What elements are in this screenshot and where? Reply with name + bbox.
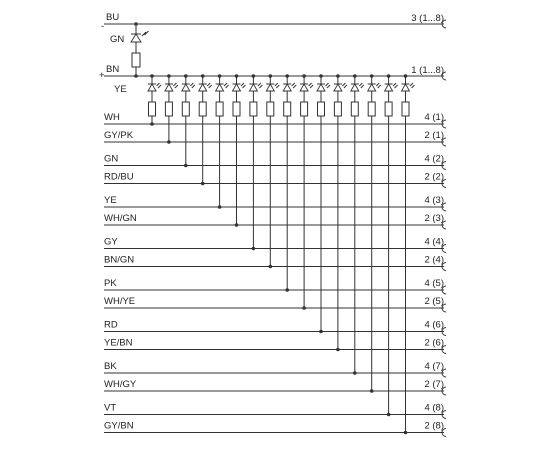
ye-led-icon bbox=[182, 84, 190, 91]
gn-led-label: GN bbox=[110, 34, 125, 45]
channel-resistor bbox=[385, 102, 392, 116]
ye-led-icon bbox=[351, 84, 359, 91]
ye-led-icon bbox=[266, 84, 274, 91]
output-wire-label-b: GY/BN bbox=[104, 420, 134, 432]
output-pin-label-a: 4 (3) bbox=[424, 195, 444, 206]
output-pin-label-b: 2 (5) bbox=[424, 296, 444, 307]
output-wire-label-a: PK bbox=[104, 278, 117, 289]
bu-line-group bbox=[101, 12, 446, 32]
output-wire-label-a: YE bbox=[104, 195, 117, 206]
led-row-label: YE bbox=[114, 84, 127, 95]
ye-led-icon bbox=[148, 84, 156, 91]
output-wire-label-b: YE/BN bbox=[104, 337, 133, 349]
bn-pin-label: 1 (1...8) bbox=[411, 65, 444, 76]
output-wire-label-b: RD/BU bbox=[104, 171, 134, 183]
channel-resistor bbox=[250, 102, 257, 116]
led-emission-icon bbox=[224, 83, 229, 88]
channel-resistor bbox=[199, 102, 206, 116]
ye-led-icon bbox=[385, 84, 393, 91]
channel-resistor bbox=[149, 102, 156, 116]
gn-led-emission-icon bbox=[142, 31, 149, 36]
output-wire-label-b: BN/GN bbox=[104, 254, 135, 266]
ye-led-icon bbox=[216, 84, 224, 91]
plus-sign: + bbox=[99, 70, 105, 81]
output-wire-label-a: GN bbox=[104, 153, 119, 165]
output-pin-label-a: 4 (2) bbox=[424, 153, 444, 165]
channel-resistor bbox=[284, 102, 291, 116]
led-emission-icon bbox=[190, 83, 195, 88]
channel-columns bbox=[148, 74, 415, 434]
output-pin-label-b: 2 (2) bbox=[424, 171, 444, 183]
led-emission-icon bbox=[359, 83, 364, 88]
led-emission-icon bbox=[241, 83, 246, 88]
output-pin-label-b: 2 (7) bbox=[424, 379, 444, 390]
led-emission-icon bbox=[326, 83, 331, 88]
ye-led-icon bbox=[165, 84, 173, 91]
output-wire-label-a: BK bbox=[104, 361, 117, 372]
output-pin-label-a: 4 (5) bbox=[424, 278, 444, 289]
channel-resistor bbox=[301, 102, 308, 116]
ye-led-icon bbox=[199, 84, 207, 91]
channel-resistor bbox=[216, 102, 223, 116]
ye-led-icon bbox=[283, 84, 291, 91]
output-pin-label-b: 2 (6) bbox=[424, 337, 444, 349]
ye-led-icon bbox=[317, 84, 325, 91]
output-wire-label-b: WH/GN bbox=[104, 213, 137, 224]
channel-resistor bbox=[351, 102, 358, 116]
ye-led-icon bbox=[402, 84, 410, 91]
led-emission-icon bbox=[376, 83, 381, 88]
led-emission-icon bbox=[342, 83, 347, 88]
output-pin-label-a: 4 (1) bbox=[424, 112, 444, 123]
ye-led-icon bbox=[233, 84, 241, 91]
output-wire-label-a: VT bbox=[104, 402, 117, 414]
ye-led-icon bbox=[300, 84, 308, 91]
ye-led-icon bbox=[368, 84, 376, 91]
led-emission-icon bbox=[207, 83, 212, 88]
led-emission-icon bbox=[292, 83, 297, 88]
ye-led-icon bbox=[249, 84, 257, 91]
output-wire-label-b: WH/YE bbox=[104, 296, 136, 307]
output-wire-label-b: WH/GY bbox=[104, 379, 137, 390]
ye-led-icon bbox=[334, 84, 342, 91]
output-wire-label-a: RD bbox=[104, 319, 118, 331]
bn-line-group bbox=[99, 64, 446, 81]
output-pin-label-a: 4 (8) bbox=[424, 402, 444, 414]
output-pin-label-b: 2 (4) bbox=[424, 254, 444, 266]
output-wire-label-b: GY/PK bbox=[104, 130, 134, 141]
minus-sign: - bbox=[101, 21, 105, 32]
bu-pin-label: 3 (1...8) bbox=[411, 13, 444, 24]
output-lines bbox=[104, 112, 446, 437]
output-pin-label-b: 2 (8) bbox=[424, 420, 444, 432]
led-emission-icon bbox=[275, 83, 280, 88]
led-emission-icon bbox=[173, 83, 178, 88]
output-pin-label-a: 4 (6) bbox=[424, 319, 444, 331]
channel-resistor bbox=[318, 102, 325, 116]
led-emission-icon bbox=[157, 83, 162, 88]
channel-resistor bbox=[233, 102, 240, 116]
gn-resistor bbox=[132, 53, 140, 67]
output-wire-label-a: WH bbox=[104, 112, 120, 123]
output-pin-label-a: 4 (7) bbox=[424, 361, 444, 372]
output-pin-label-a: 4 (4) bbox=[424, 236, 444, 248]
channel-resistor bbox=[267, 102, 274, 116]
channel-resistor bbox=[165, 102, 172, 116]
channel-resistor bbox=[368, 102, 375, 116]
output-pin-label-b: 2 (1) bbox=[424, 130, 444, 141]
bu-wire-label: BU bbox=[106, 12, 120, 23]
gn-led-icon bbox=[131, 34, 141, 42]
channel-resistor bbox=[334, 102, 341, 116]
led-emission-icon bbox=[410, 83, 415, 88]
output-wire-label-a: GY bbox=[104, 236, 118, 248]
output-pin-label-b: 2 (3) bbox=[424, 213, 444, 224]
bn-wire-label: BN bbox=[106, 64, 120, 75]
led-emission-icon bbox=[258, 83, 263, 88]
led-emission-icon bbox=[309, 83, 314, 88]
channel-resistor bbox=[182, 102, 189, 116]
led-emission-icon bbox=[393, 83, 398, 88]
channel-resistor bbox=[402, 102, 409, 116]
